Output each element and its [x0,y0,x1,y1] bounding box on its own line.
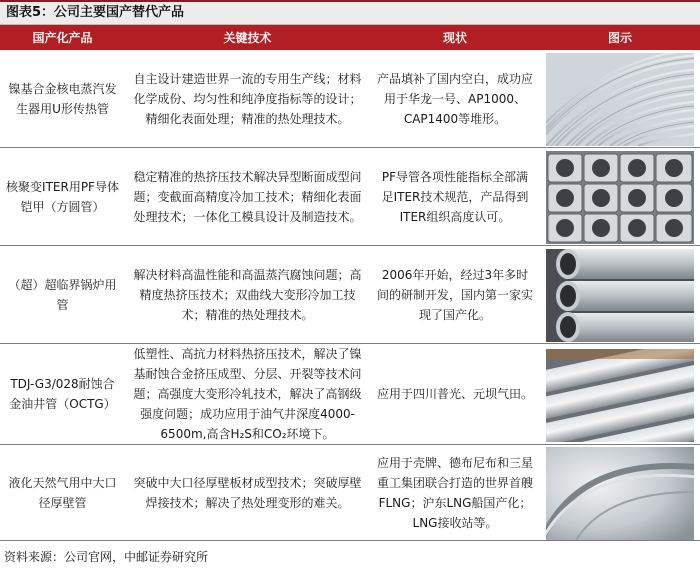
table-row [0,445,700,541]
table-row [0,50,700,148]
col-header-image: 图示 [540,25,700,50]
lng-pipe-photo [546,447,694,540]
product-cell: （超）超临界锅炉用管 [0,246,125,344]
col-header-status: 现状 [370,25,540,50]
table-row [0,246,700,344]
status-cell: 2006年开始，经过3年多时间的研制开发，国内第一家实现了国产化。 [370,246,540,344]
image-cell [540,445,700,541]
status-cell: 应用于壳牌、德布尼布和三星重工集团联合打造的世界首艘FLNG；沪东LNG船国产化；LNG接收站等。 [370,445,540,541]
tech-cell: 自主设计建造世界一流的专用生产线；材料化学成份、均匀性和纯净度指标等的设计；精细化表面处理；精准的热处理技术。 [125,50,370,148]
u-tube-photo [546,53,694,146]
table-row [0,344,700,445]
image-cell [540,148,700,246]
tech-cell: 稳定精准的热挤压技术解决异型断面成型问题；变截面高精度冷加工技术；精细化表面处理技术；一体化工模具设计及制造技术。 [125,148,370,246]
products-table [0,25,700,541]
product-cell: 液化天然气用中大口径厚壁管 [0,445,125,541]
image-cell [540,344,700,445]
tech-cell: 解决材料高温性能和高温蒸汽腐蚀问题；高精度热挤压技术；双曲线大变形冷加工技术；精准的热处理技术。 [125,246,370,344]
col-header-tech: 关键技术 [125,25,370,50]
status-cell: PF导管各项性能指标全部满足ITER技术规范，产品得到ITER组织高度认可。 [370,148,540,246]
image-cell [540,246,700,344]
product-cell: 镍基合金核电蒸汽发生器用U形传热管 [0,50,125,148]
source-note: 资料来源：公司官网，中邮证券研究所 [4,550,209,564]
image-cell [540,50,700,148]
figure-title: 图表5：公司主要国产替代产品 [0,0,700,25]
status-cell: 产品填补了国内空白，成功应用于华龙一号、AP1000、CAP1400等堆形。 [370,50,540,148]
table-header-row [0,25,700,50]
square-round-tube-photo [546,151,694,244]
status-cell: 应用于四川普光、元坝气田。 [370,344,540,445]
tech-cell: 低塑性、高抗力材料热挤压技术，解决了镍基耐蚀合金挤压成型、分层、开裂等技术问题；高强度大变形冷轧技术，解决了高钢级强度问题；成功应用于油气井深度4000-6500m,高含H₂S和CO₂环境下。 [125,344,370,445]
boiler-tube-photo [546,249,694,342]
product-cell: TDJ-G3/028耐蚀合金油井管（OCTG） [0,344,125,445]
col-header-product: 国产化产品 [0,25,125,50]
table-row [0,148,700,246]
octg-photo [546,349,694,442]
tech-cell: 突破中大口径厚壁板材成型技术；突破厚壁焊接技术；解决了热处理变形的难关。 [125,445,370,541]
product-cell: 核聚变ITER用PF导体铠甲（方圆管） [0,148,125,246]
